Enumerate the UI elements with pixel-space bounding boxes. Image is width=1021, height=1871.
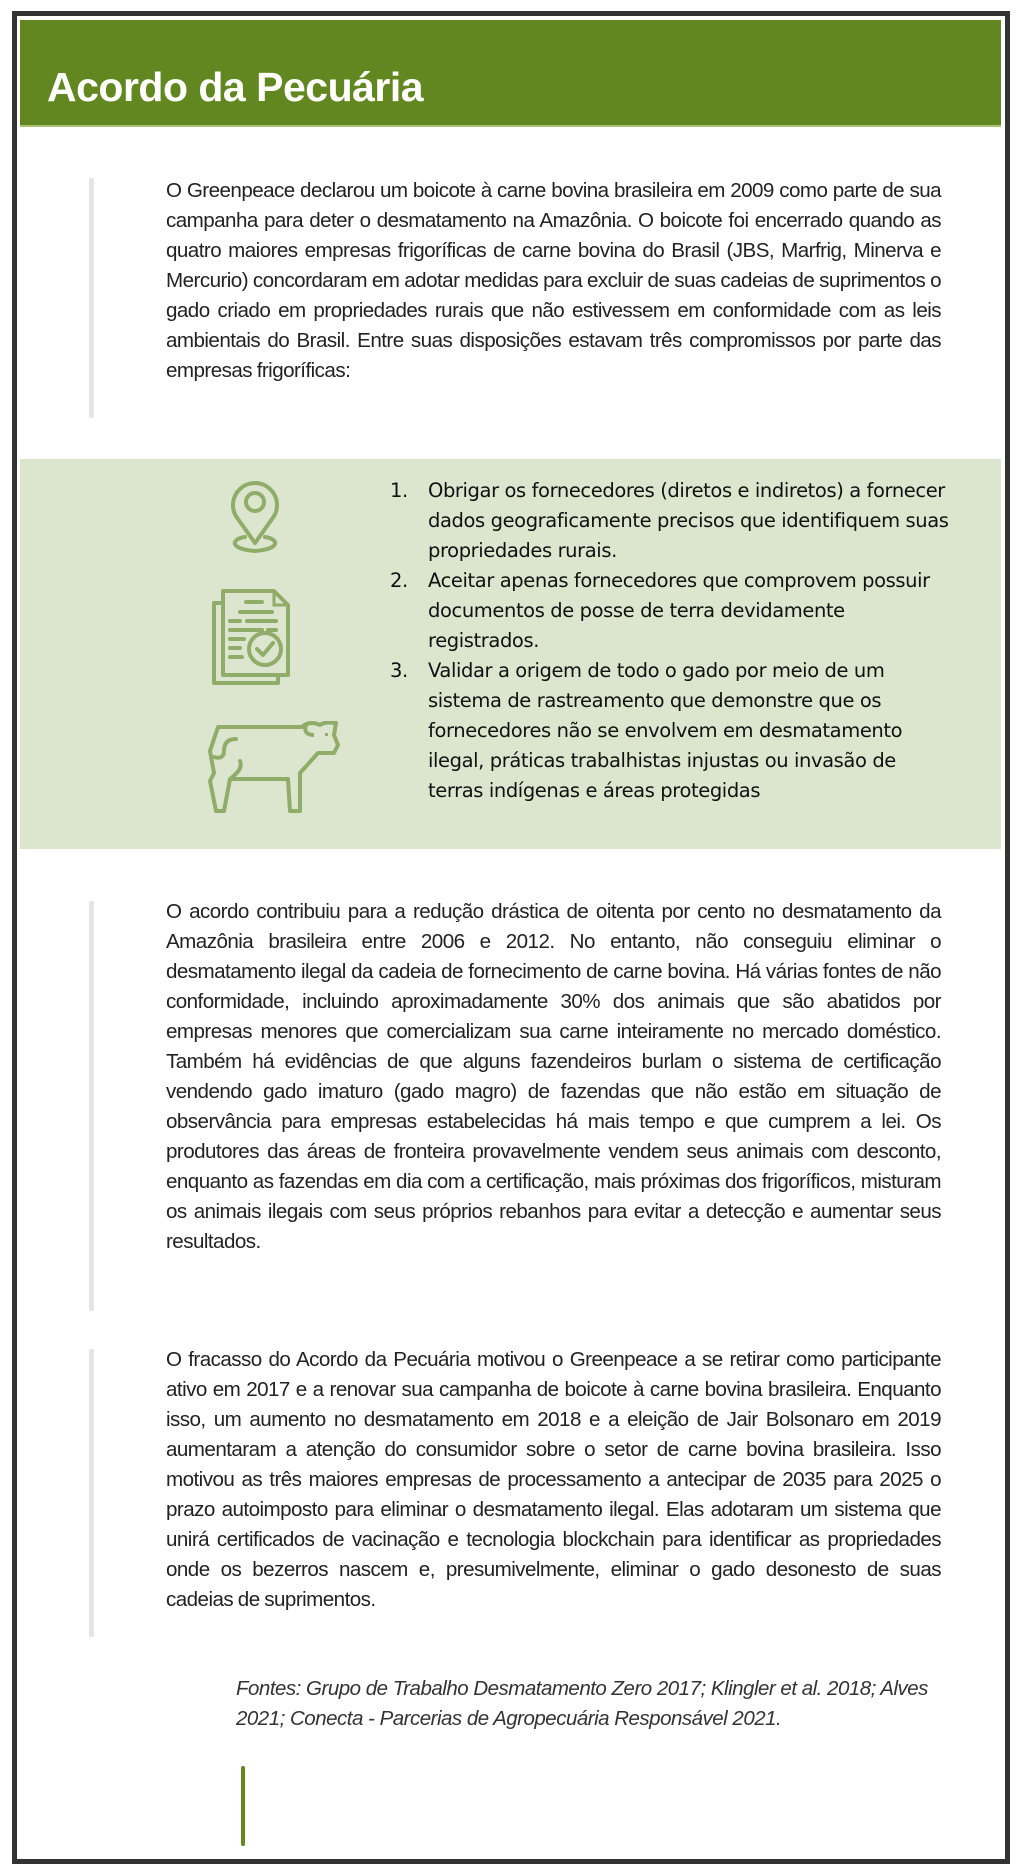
accent-bar [241, 1766, 245, 1846]
document-check-icon [210, 587, 292, 689]
item-number: 1. [390, 479, 408, 502]
commitment-item [390, 566, 950, 656]
item-number: 2. [390, 569, 408, 592]
item-text: Obrigar os fornecedores (diretos e indiretos) a fornecer dados geograficamente precisos que identifiquem suas propriedades rurais. [428, 479, 949, 562]
quote-bar [89, 901, 94, 1311]
body-paragraph-2: O fracasso do Acordo da Pecuária motivou o Greenpeace a se retirar como participante ativo em 2017 e a renovar sua campanha de boicote à carne bovina brasileira. Enquanto isso, um aumento no desmatamento em 2018 e a eleição de Jair Bolsonaro em 2019 aumentaram a atenção do consumidor sobre o setor de carne bovina brasileira. Isso motivou as três maiores empresas de processamento a antecipar de 2035 para 2025 o prazo autoimposto para eliminar o desmatamento ilegal. Elas adotaram um sistema que unirá certificados de vacinação e tecnologia blockchain para identificar as propriedades onde os bezerros nascem e, presumivelmente, eliminar o gado desonesto de suas cadeias de suprimentos. [166, 1348, 941, 1611]
intro-paragraph: O Greenpeace declarou um boicote à carne bovina brasileira em 2009 como parte de sua campanha para deter o desmatamento na Amazônia. O boicote foi encerrado quando as quatro maiores empresas frigoríficas de carne bovina do Brasil (JBS, Marfrig, Minerva e Mercurio) concordaram em adotar medidas para excluir de suas cadeias de suprimentos o gado criado em propriedades rurais que não estivessem em conformidade com as leis ambientais do Brasil. Entre suas disposições estavam três compromissos por parte das empresas frigoríficas: [166, 179, 941, 382]
page-title: Acordo da Pecuária [47, 64, 424, 110]
quote-bar [89, 178, 94, 418]
item-number: 3. [390, 659, 408, 682]
cow-icon [208, 721, 342, 817]
location-pin-icon [225, 477, 285, 561]
item-text: Aceitar apenas fornecedores que comprovem possuir documentos de posse de terra devidamente registrados. [428, 569, 930, 652]
commitment-item [390, 656, 950, 806]
quote-bar [89, 1349, 94, 1637]
item-text: Validar a origem de todo o gado por meio de um sistema de rastreamento que demonstre que os fornecedores não se envolvem em desmatamento ilegal, práticas trabalhistas injustas ou invasão de terras indígenas e áreas protegidas [428, 659, 903, 802]
body-paragraph-1: O acordo contribuiu para a redução drástica de oitenta por cento no desmatamento da Amazônia brasileira entre 2006 e 2012. No entanto, não conseguiu eliminar o desmatamento ilegal da cadeia de fornecimento de carne bovina. Há várias fontes de não conformidade, incluindo aproximadamente 30% dos animais que são abatidos por empresas menores que comercializam sua carne inteiramente no mercado doméstico. Também há evidências de que alguns fazendeiros burlam o sistema de certificação vendendo gado imaturo (gado magro) de fazendas que não estão em situação de observância para empresas estabelecidas há mais tempo e que cumprem a lei. Os produtores das áreas de fronteira provavelmente vendem seus animais com desconto, enquanto as fazendas em dia com a certificação, mais próximas dos frigoríficos, misturam os animais ilegais com seus próprios rebanhos para evitar a detecção e aumentar seus resultados. [166, 900, 941, 1253]
commitment-item [390, 476, 950, 566]
sources-citation: Fontes: Grupo de Trabalho Desmatamento Zero 2017; Klingler et al. 2018; Alves 2021; Conecta - Parcerias de Agropecuária Responsável 2021. [236, 1677, 928, 1730]
title-banner [20, 20, 1001, 127]
commitments-list [390, 476, 950, 806]
